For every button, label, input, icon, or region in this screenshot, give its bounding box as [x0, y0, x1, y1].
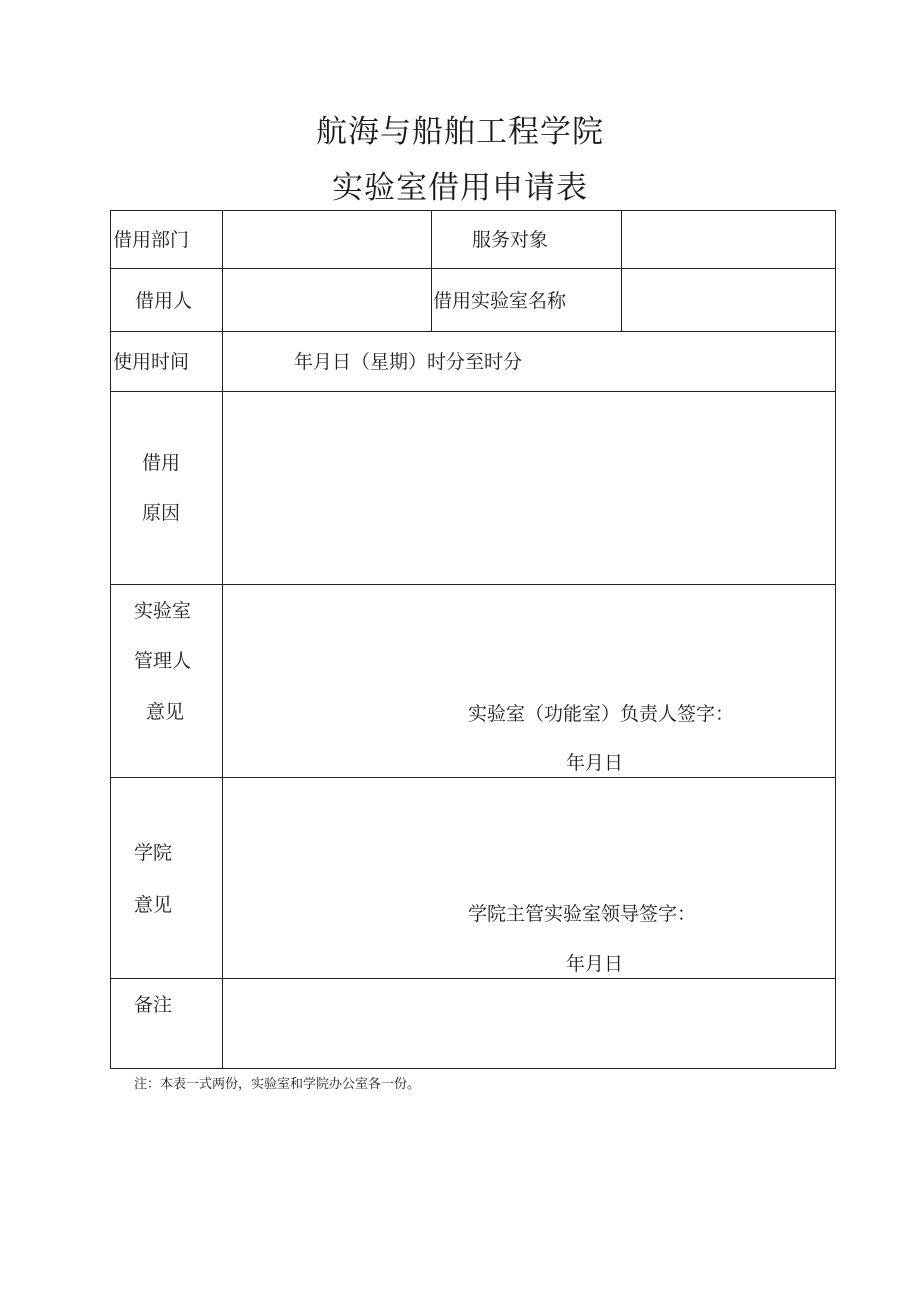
page-title: 航海与船舶工程学院 [316, 114, 604, 150]
time-value: 年月日（星期）时分至时分 [294, 351, 523, 373]
reason-label-line1: 借用 [142, 452, 181, 474]
college-signature-label: 学院主管实验室领导签字： [468, 903, 697, 925]
manager-label-line3: 意见 [146, 701, 185, 723]
dept-label: 借用部门 [113, 229, 190, 251]
college-label-line1: 学院 [134, 842, 173, 864]
reason-label-line2: 原因 [142, 502, 181, 524]
lab-name-label: 借用实验室名称 [433, 290, 567, 312]
row-divider [111, 331, 835, 332]
time-label: 使用时间 [113, 351, 190, 373]
reason-field[interactable] [223, 392, 835, 583]
footnote: 注：本表一式两份，实验室和学院办公室各一份。 [134, 1077, 421, 1092]
column-divider [431, 211, 432, 331]
lab-name-field[interactable] [622, 269, 835, 330]
service-field[interactable] [622, 212, 835, 267]
row-divider [111, 777, 835, 778]
borrower-label: 借用人 [135, 290, 193, 312]
dept-field[interactable] [223, 212, 430, 267]
label-column-divider [222, 211, 223, 1069]
form-title: 实验室借用申请表 [332, 170, 588, 206]
remarks-field[interactable] [223, 979, 835, 1068]
manager-signature-label: 实验室（功能室）负责人签字： [468, 703, 735, 725]
manager-label-line2: 管理人 [134, 650, 192, 672]
row-divider [111, 584, 835, 585]
manager-label-line1: 实验室 [134, 600, 192, 622]
application-form-table [110, 210, 836, 1069]
service-label: 服务对象 [472, 229, 549, 251]
manager-date-label: 年月日 [566, 752, 624, 774]
borrower-field[interactable] [223, 269, 430, 330]
remarks-label: 备注 [134, 994, 173, 1016]
college-label-line2: 意见 [134, 894, 173, 916]
college-date-label: 年月日 [566, 953, 624, 975]
